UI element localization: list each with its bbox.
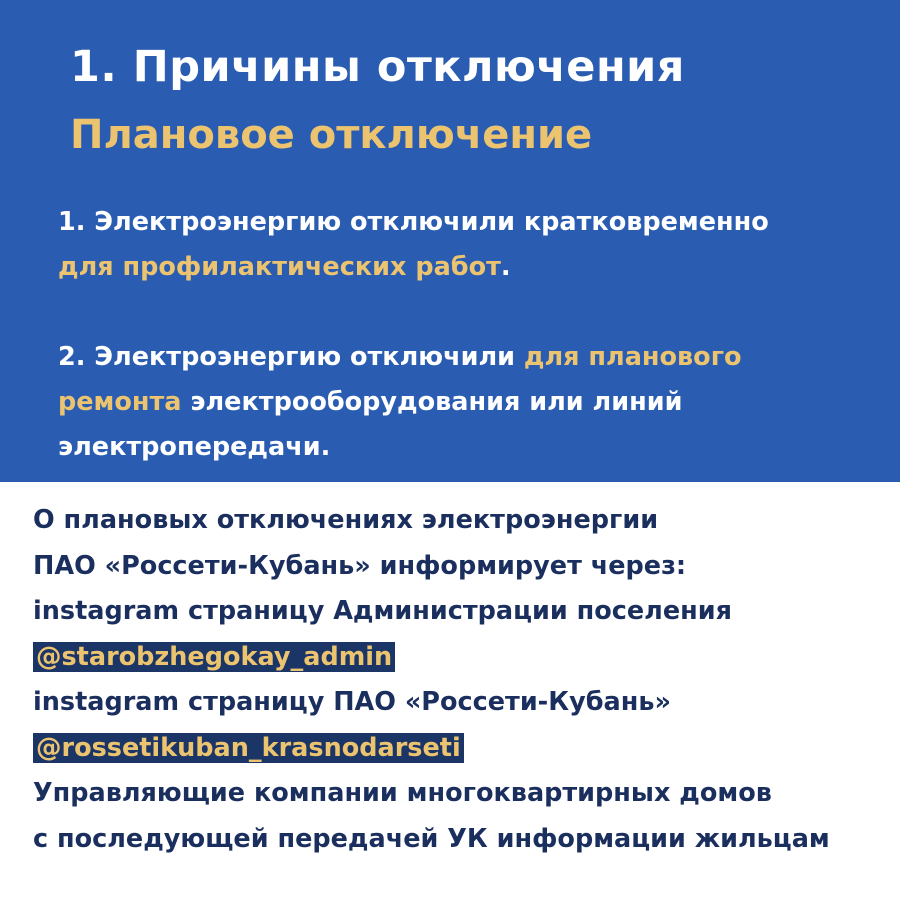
info-section <box>33 498 830 862</box>
page-title: 1. Причины отключения <box>70 42 685 92</box>
reason-2-text-2: электрооборудования или линий <box>181 387 683 417</box>
reason-item-2 <box>58 335 742 470</box>
page-subtitle: Плановое отключение <box>70 112 593 158</box>
info-line: с последующей передачей УК информации жильцам <box>33 823 830 854</box>
reason-2-highlight-2: ремонта <box>58 387 182 417</box>
info-line: instagram страницу ПАО «Россети-Кубань» <box>33 687 671 717</box>
info-line: instagram страницу Администрации поселения <box>33 596 732 626</box>
reason-2-text-3: электропередачи. <box>58 432 331 462</box>
reason-1-highlight: для профилактических работ <box>58 252 501 282</box>
instagram-handle-rosseti[interactable]: @rossetikuban_krasnodarseti <box>33 733 464 763</box>
reason-2-line1 <box>58 335 742 380</box>
reason-item-1 <box>58 200 769 290</box>
reason-2-line2 <box>58 380 742 425</box>
reason-1-period: . <box>500 252 511 282</box>
instagram-handle-admin[interactable]: @starobzhegokay_admin <box>33 642 395 672</box>
info-line: О плановых отключениях электроэнергии <box>33 505 659 535</box>
reason-2-highlight-1: для планового <box>523 342 742 372</box>
info-line: ПАО «Россети-Кубань» информирует через: <box>33 550 687 581</box>
reason-1-line2 <box>58 245 769 290</box>
reason-2-text: 2. Электроэнергию отключили <box>58 342 524 372</box>
reason-1-text: 1. Электроэнергию отключили кратковременно <box>58 207 769 237</box>
info-line: Управляющие компании многоквартирных домов <box>33 778 772 808</box>
